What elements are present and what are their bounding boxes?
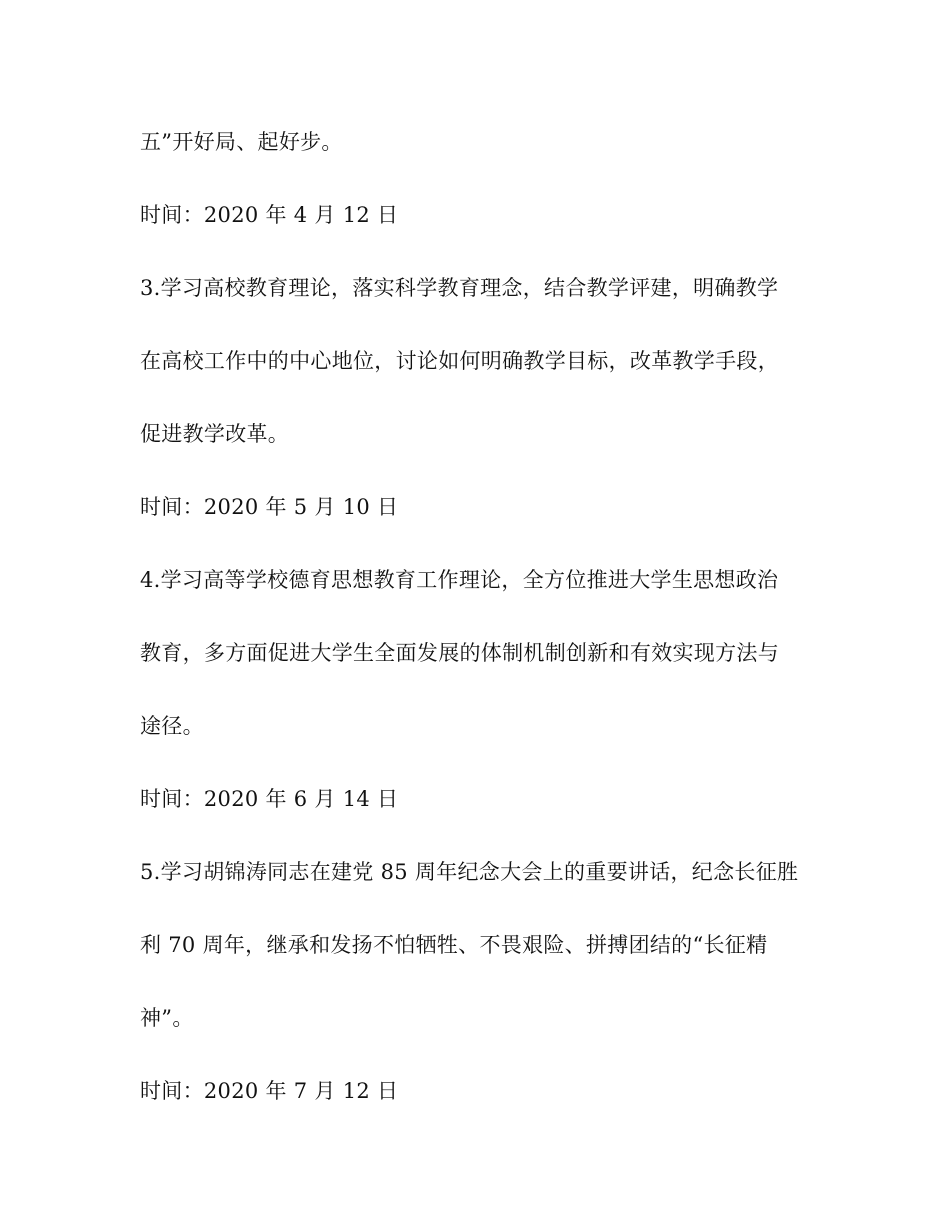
item-4-line-1: 4.学习高等学校德育思想教育工作理论，全方位推进大学生思想政治 [140,568,779,592]
date-line-apr: 时间：2020 年 4 月 12 日 [140,203,399,227]
date-line-jul: 时间：2020 年 7 月 12 日 [140,1079,399,1103]
item-5-line-2: 利 70 周年，继承和发扬不怕牺牲、不畏艰险、拼搏团结的“长征精 [140,933,768,957]
item-3-line-1: 3.学习高校教育理论，落实科学教育理念，结合教学评建，明确教学 [140,276,779,300]
item-3-line-3: 促进教学改革。 [140,422,290,446]
item-4-line-2: 教育，多方面促进大学生全面发展的体制机制创新和有效实现方法与 [140,641,779,665]
date-line-jun: 时间：2020 年 6 月 14 日 [140,787,399,811]
item-4-line-3: 途径。 [140,714,204,738]
date-line-may: 时间：2020 年 5 月 10 日 [140,495,399,519]
text-line-1: 五”开好局、起好步。 [140,130,343,154]
item-3-line-2: 在高校工作中的中心地位，讨论如何明确教学目标，改革教学手段， [140,349,779,373]
item-5-line-1: 5.学习胡锦涛同志在建党 85 周年纪念大会上的重要讲话，纪念长征胜 [140,860,799,884]
item-5-line-3: 神”。 [140,1006,194,1030]
